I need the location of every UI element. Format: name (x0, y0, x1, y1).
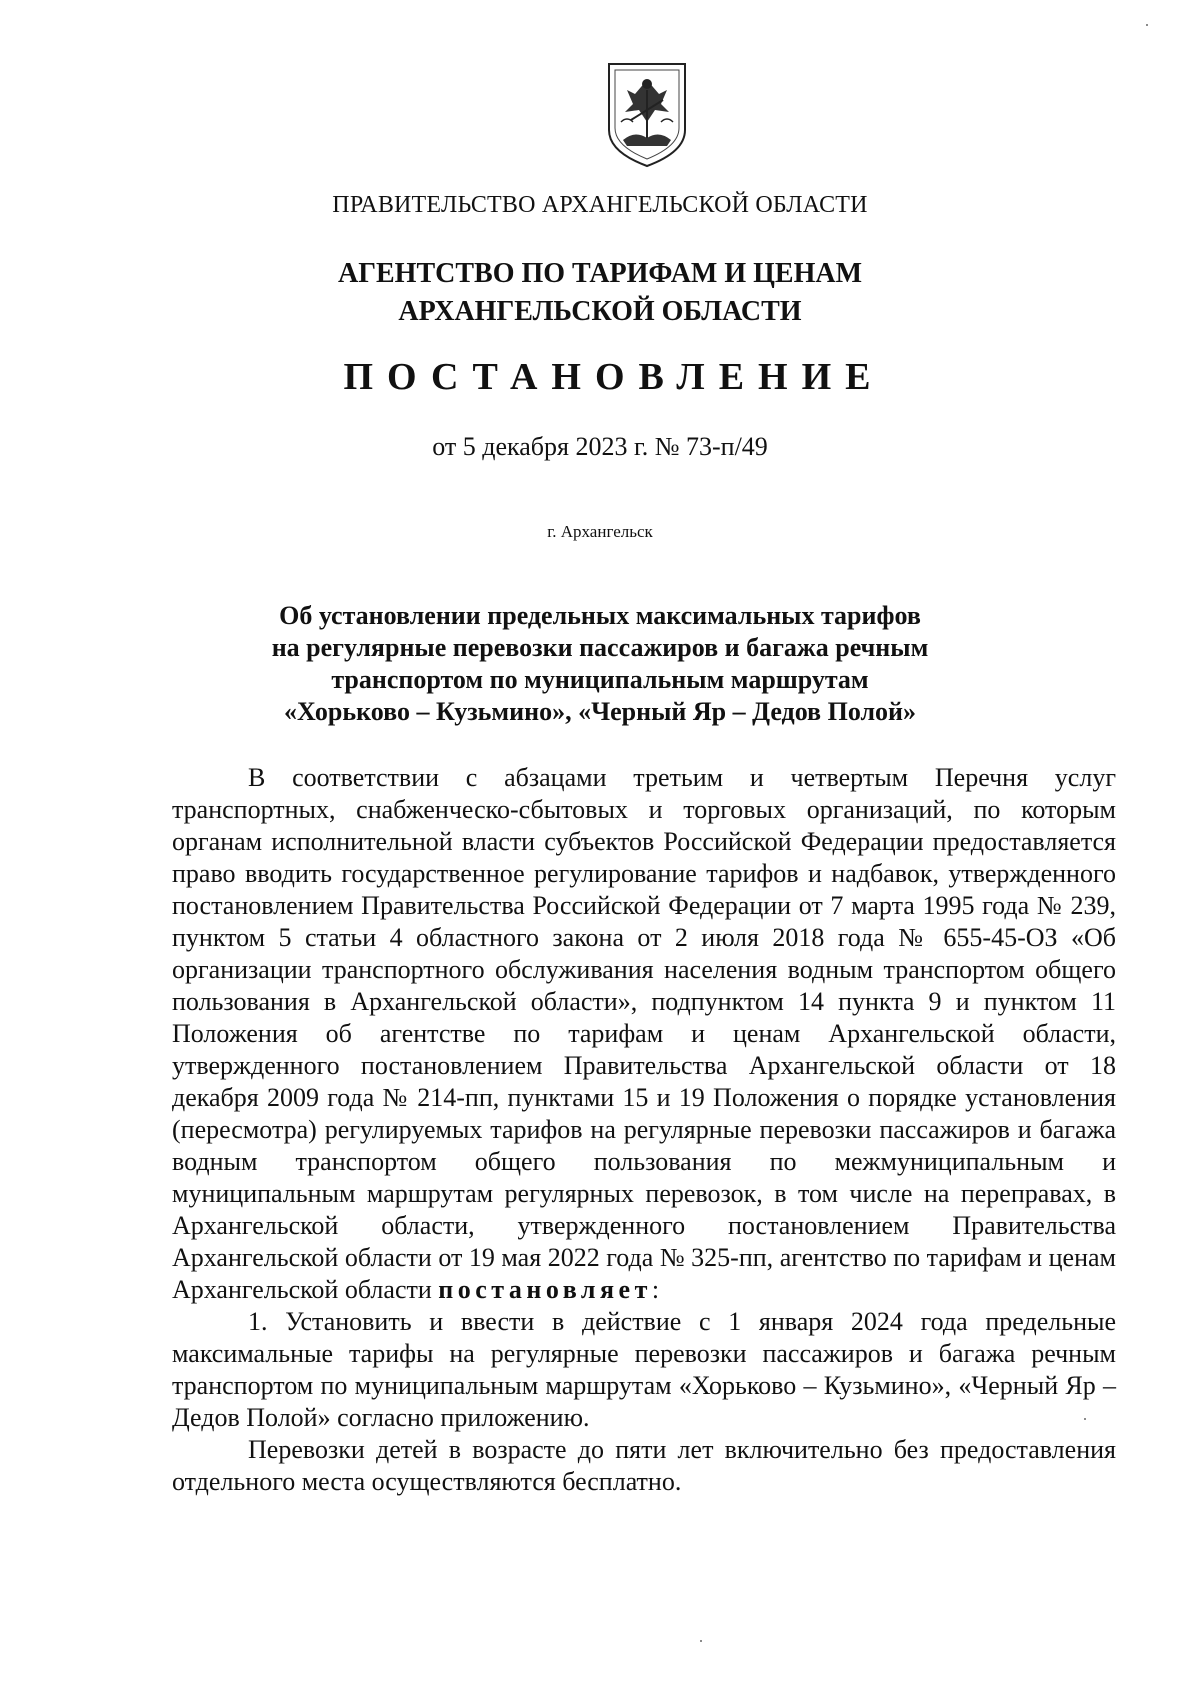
date-and-number: от 5 декабря 2023 г. № 73-п/49 (432, 432, 768, 461)
document-body (172, 762, 1116, 1498)
document-type-title: ПОСТАНОВЛЕНИЕ (343, 356, 885, 398)
coat-of-arms-emblem (605, 60, 689, 170)
scan-speck (1084, 1418, 1086, 1420)
subject-line3: транспортом по муниципальным маршрутам (331, 665, 869, 694)
city-name: г. Архангельск (547, 522, 653, 541)
scan-speck (700, 1640, 702, 1642)
resolves-colon: : (651, 1275, 660, 1304)
agency-name (0, 255, 1200, 331)
document-subject (0, 600, 1200, 728)
resolves-word: постановляет (438, 1275, 652, 1304)
agency-name-line2: АРХАНГЕЛЬСКОЙ ОБЛАСТИ (398, 296, 802, 327)
scan-speck (1146, 24, 1148, 26)
subject-line1: Об установлении предельных максимальных тарифов (279, 601, 921, 630)
subject-line4: «Хорьково – Кузьмино», «Черный Яр – Дедов Полой» (283, 697, 917, 726)
item-1-note-paragraph: Перевозки детей в возрасте до пяти лет включительно без предоставления отдельного места осуществляются бесплатно. (172, 1435, 1116, 1496)
preamble-text: В соответствии с абзацами третьим и четвертым Перечня услуг транспортных, снабженческо-сбытовых и торговых организаций, по которым органам исполнительной власти субъектов Российской Федерации предоставляется право вводить государственное регулирование тарифов и надбавок, утвержденного постановлением Правительства Российской Федерации от 7 марта 1995 года № 239, пунктом 5 статьи 4 областного закона от 2 июля 2018 года № 655-45-ОЗ «Об организации транспортного обслуживания населения водным транспортом общего пользования в Архангельской области», подпунктом 14 пункта 9 и пунктом 11 Положения об агентстве по тарифам и ценам Архангельской области, утвержденного постановлением Правительства Архангельской области от 18 декабря 2009 года № 214-пп, пунктами 15 и 19 Положения о порядке установления (пересмотра) регулируемых тарифов на регулярные перевозки пассажиров и багажа водным транспортом общего пользования по межмуниципальным и муниципальным маршрутам регулярных перевозок, в том числе на переправах, в Архангельской области, утвержденного постановлением Правительства Архангельской области от 19 мая 2022 года № 325-пп, агентство по тарифам и ценам Архангельской области (172, 763, 1116, 1304)
agency-name-line1: АГЕНТСТВО ПО ТАРИФАМ И ЦЕНАМ (337, 258, 863, 289)
subject-line2: на регулярные перевозки пассажиров и багажа речным (271, 633, 929, 662)
government-name: ПРАВИТЕЛЬСТВО АРХАНГЕЛЬСКОЙ ОБЛАСТИ (332, 192, 868, 218)
item-1-paragraph: 1. Установить и ввести в действие с 1 января 2024 года предельные максимальные тарифы на регулярные перевозки пассажиров и багажа речным транспортом по муниципальным маршрутам «Хорьково – Кузьмино», «Черный Яр – Дедов Полой» согласно приложению. (172, 1307, 1116, 1432)
preamble-paragraph (172, 762, 1116, 1306)
